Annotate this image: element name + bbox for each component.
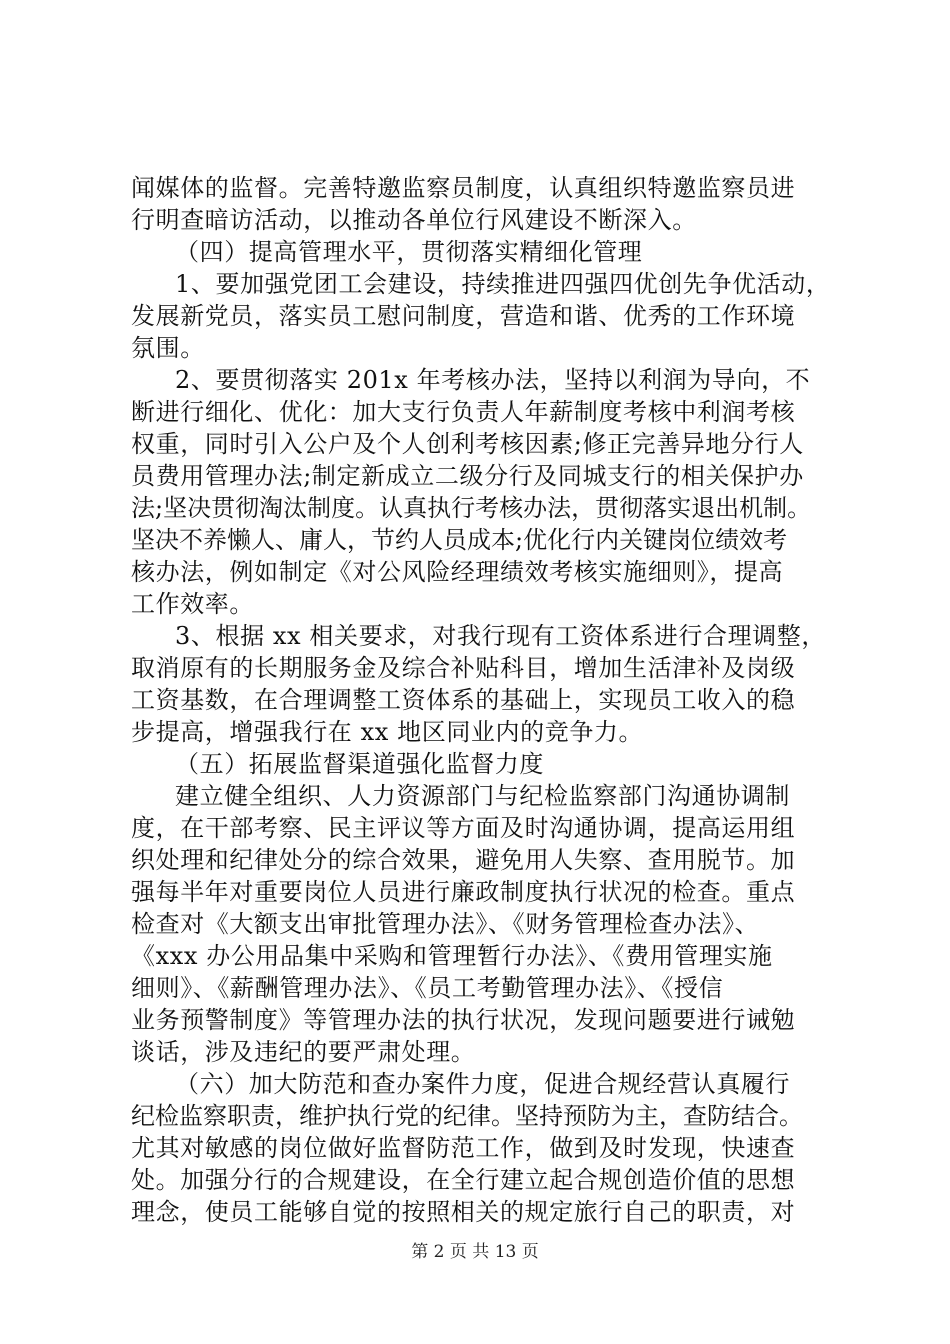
- text-line: 行明查暗访活动，以推动各单位行风建设不断深入。: [131, 206, 697, 234]
- text-line: 发展新党员，落实员工慰问制度，营造和谐、优秀的工作环境: [131, 302, 796, 330]
- text-line: 断进行细化、优化：加大支行负责人年薪制度考核中利润考核: [131, 398, 796, 426]
- text-line: 权重，同时引入公户及个人创利考核因素;修正完善异地分行人: [131, 430, 804, 458]
- text-line: 员费用管理办法;制定新成立二级分行及同城支行的相关保护办: [131, 462, 804, 490]
- text-line: 谈话，涉及违纪的要严肃处理。: [131, 1038, 476, 1066]
- text-line: 工资基数，在合理调整工资体系的基础上，实现员工收入的稳: [131, 686, 796, 714]
- text-line: 强每半年对重要岗位人员进行廉政制度执行状况的检查。重点: [131, 878, 796, 906]
- text-line: 建立健全组织、人力资源部门与纪检监察部门沟通协调制: [175, 782, 790, 810]
- text-line: 纪检监察职责，维护执行党的纪律。坚持预防为主，查防结合。: [131, 1102, 803, 1130]
- text-line: 氛围。: [131, 334, 205, 362]
- text-line: 闻媒体的监督。完善特邀监察员制度，认真组织特邀监察员进: [131, 174, 796, 202]
- page-number-footer: 第 2 页 共 13 页: [411, 1242, 539, 1262]
- section-heading: （五）拓展监督渠道强化监督力度: [175, 750, 544, 778]
- text-line: 度，在干部考察、民主评议等方面及时沟通协调，提高运用组: [131, 814, 796, 842]
- text-line: 《xxx 办公用品集中采购和管理暂行办法》、《费用管理实施: [131, 942, 773, 970]
- text-line: 织处理和纪律处分的综合效果，避免用人失察、查用脱节。加: [131, 846, 796, 874]
- text-line: 取消原有的长期服务金及综合补贴科目，增加生活津补及岗级: [131, 654, 796, 682]
- text-line: 坚决不养懒人、庸人，节约人员成本;优化行内关键岗位绩效考: [131, 526, 788, 554]
- text-line: 检查对《大额支出审批管理办法》、《财务管理检查办法》、: [131, 910, 760, 938]
- text-line: 核办法，例如制定《对公风险经理绩效考核实施细则》，提高: [131, 558, 784, 586]
- text-line: 1、要加强党团工会建设，持续推进四强四优创先争优活动，: [175, 270, 831, 298]
- section-heading: （四）提高管理水平，贯彻落实精细化管理: [175, 238, 643, 266]
- document-body: [131, 172, 831, 1228]
- text-line: 法;坚决贯彻淘汰制度。认真执行考核办法，贯彻落实退出机制。: [131, 494, 812, 522]
- text-line: 细则》、《薪酬管理办法》、《员工考勤管理办法》、《授信: [131, 974, 724, 1002]
- text-line: 处。加强分行的合规建设，在全行建立起合规创造价值的思想: [131, 1166, 796, 1194]
- text-line: 尤其对敏感的岗位做好监督防范工作，做到及时发现，快速查: [131, 1134, 796, 1162]
- text-line: 3、根据 xx 相关要求，对我行现有工资体系进行合理调整，: [175, 622, 826, 650]
- section-heading: （六）加大防范和查办案件力度，促进合规经营认真履行: [175, 1070, 790, 1098]
- text-line: 工作效率。: [131, 590, 254, 618]
- text-line: 理念，使员工能够自觉的按照相关的规定旅行自己的职责，对: [131, 1198, 796, 1226]
- text-line: 2、要贯彻落实 201x 年考核办法，坚持以利润为导向，不: [175, 366, 811, 394]
- text-line: 业务预警制度》等管理办法的执行状况，发现问题要进行诫勉: [131, 1006, 796, 1034]
- text-line: 步提高，增强我行在 xx 地区同业内的竞争力。: [131, 718, 644, 746]
